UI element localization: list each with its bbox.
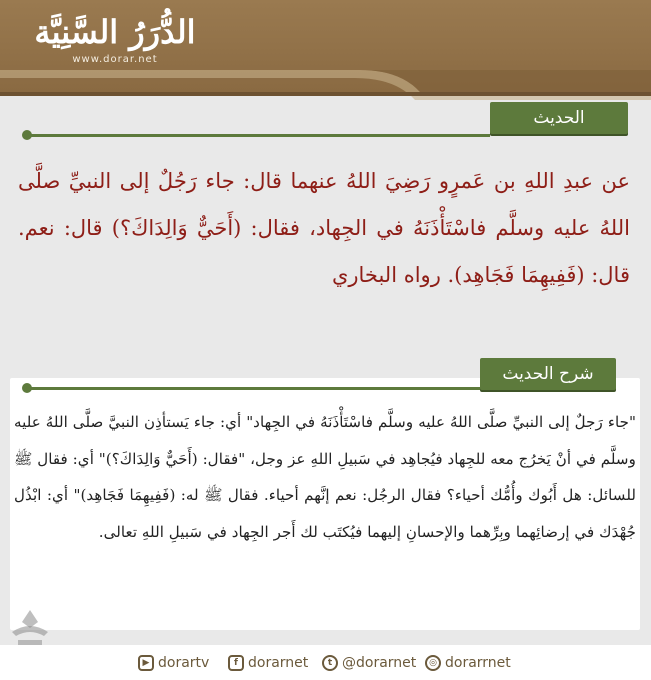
- dorar-logo[interactable]: [20, 12, 210, 72]
- twitter-handle: @dorarnet: [342, 655, 417, 671]
- instagram-icon: ◎: [425, 655, 441, 671]
- facebook-handle: dorarnet: [248, 655, 309, 671]
- emblem-watermark-icon: [8, 606, 52, 650]
- section1-dot: [22, 130, 32, 140]
- youtube-handle: dorartv: [158, 655, 210, 671]
- logo-url: www.dorar.net: [72, 54, 158, 65]
- section1-line: [30, 134, 490, 137]
- social-facebook[interactable]: [228, 654, 308, 672]
- section2-line: [30, 387, 480, 390]
- sharh-section-label: شرح الحديث: [480, 358, 616, 390]
- facebook-icon: f: [228, 655, 244, 671]
- logo-text: الدُّرَرُ السَّنِيَّة: [34, 13, 196, 51]
- social-instagram[interactable]: [425, 654, 511, 672]
- hadith-text: عن عبدِ اللهِ بن عَمرٍو رَضِيَ اللهُ عنهما قال: جاء رَجُلٌ إلى النبيِّ صلَّى اللهُ عليه وسلَّم فاسْتَأْذَنَهُ في الجِهاد، فقال: (أَحَيٌّ وَالِدَاكَ؟) قال: نعم. قال: (فَفِيهِمَا فَجَاهِد). رواه البخاري: [18, 169, 630, 287]
- section2-dot: [22, 383, 32, 393]
- social-youtube[interactable]: [138, 654, 209, 672]
- hadith-section-label: الحديث: [490, 102, 628, 134]
- sharh-text: "جاء رَجلٌ إلى النبيِّ صلَّى اللهُ عليه وسلَّم فاسْتَأْذَنَهُ في الجِهاد" أي: جاء يَستأذِن النبيَّ صلَّى اللهُ عليه وسلَّم في أنْ يَخرُج معه للجِهاد فيُجاهِد في سَبيلِ اللهِ عز وجل، "فقال: (أَحَيٌّ وَالِدَاكَ؟)" أي: فقال ﷺ للسائل: هل أَبُوك وأُمُّك أحياء؟ فقال الرجُل: نعم إنَّهم أحياء. فقال ﷺ له: (فَفِيهِمَا فَجَاهِد)" أي: ابْذُل جُهْدَك في إرضائِهما وبِرِّهما والإحسانِ إليهما فيُكتَب لك أَجر الجِهاد في سَبيلِ اللهِ تعالى.: [14, 413, 636, 541]
- youtube-icon: ▶: [138, 655, 154, 671]
- twitter-icon: t: [322, 655, 338, 671]
- social-twitter[interactable]: [322, 654, 416, 672]
- instagram-handle: dorarrnet: [445, 655, 511, 671]
